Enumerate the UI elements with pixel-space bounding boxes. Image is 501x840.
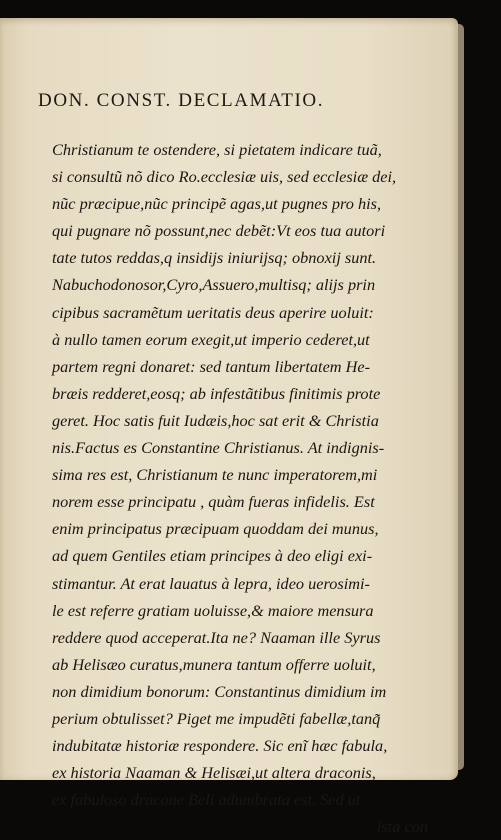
text-line: nũc præcipue,nũc principẽ agas,ut pugnes pro his, — [52, 194, 382, 214]
text-line: ex historia Naaman & Helisæi,ut altera draconis, — [52, 763, 376, 783]
text-line: enim principatus præcipuam quoddam dei munus, — [52, 519, 379, 539]
catchword: ista con — [376, 817, 428, 837]
text-line: perium obtulisset? Piget me impudẽti fabellæ,tanq̃ — [52, 708, 381, 728]
text-line: si consultũ nõ dico Ro.ecclesiæ uis, sed ecclesiæ dei, — [52, 167, 397, 187]
text-line: reddere quod acceperat.Ita ne? Naaman ille Syrus — [52, 627, 381, 647]
body-text — [52, 136, 452, 840]
running-head: DON. CONST. DECLAMATIO. — [38, 90, 325, 111]
text-line: ad quem Gentiles etiam principes à deo eligi exi- — [52, 546, 373, 566]
text-line: Christianum te ostendere, si pietatem indicare tuã, — [52, 140, 382, 159]
text-line: à nullo tamen eorum exegit,ut imperio cederet,ut — [52, 329, 370, 349]
page-edge — [456, 24, 464, 770]
text-line: indubitatæ historiæ respondere. Sic enĩ hæc fabula, — [52, 736, 388, 756]
text-line: bræis redderet,eosq; ab infestãtibus finitimis prote — [52, 383, 381, 403]
text-line: ab Helisæo curatus,munera tantum offerre uoluit, — [52, 654, 376, 674]
text-line: stimantur. At erat lauatus à lepra, ideo uerosimi- — [52, 573, 370, 593]
text-line: qui pugnare nõ possunt,nec debẽt:Vt eos tua autori — [52, 221, 386, 241]
text-line: ex fabuloso dracone Beli adumbrata est. Sed ut — [52, 790, 361, 810]
text-line: le est referre gratiam uoluisse,& maiore mensura — [52, 600, 374, 620]
text-line: partem regni donaret: sed tantum libertatem He- — [52, 356, 371, 376]
text-line: cipibus sacramẽtum ueritatis deus aperire uoluit: — [52, 302, 374, 322]
text-line: sima res est, Christianum te nunc imperatorem,mi — [52, 465, 378, 485]
text-line: non dimidium bonorum: Constantinus dimidium im — [52, 681, 387, 701]
text-line: nis.Factus es Constantine Christianus. At indignis- — [52, 438, 385, 458]
text-line: tate tutos reddas,q insidijs iniurijsq; obnoxij sunt. — [52, 248, 377, 268]
paper-leaf — [0, 18, 458, 837]
text-line: geret. Hoc satis fuit Iudæis,hoc sat erit & Christia — [52, 410, 379, 430]
text-line: Nabuchodonosor,Cyro,Assuero,multisq; alijs prin — [52, 275, 376, 295]
text-line: norem esse principatu , quàm fueras infidelis. Est — [52, 492, 375, 512]
